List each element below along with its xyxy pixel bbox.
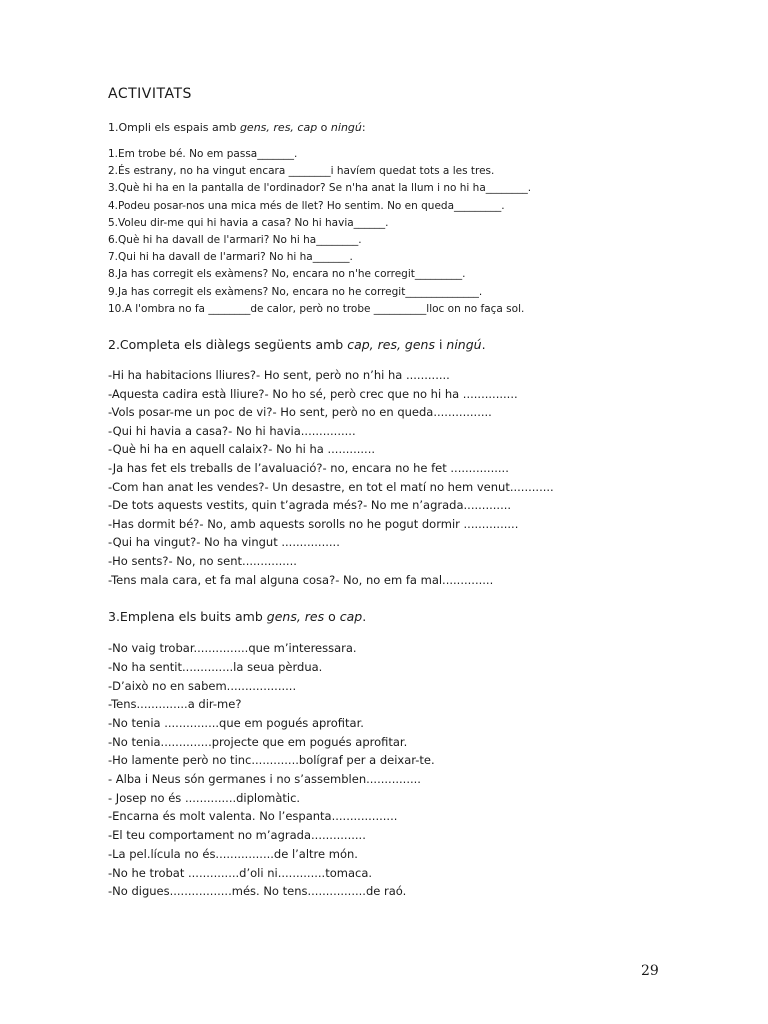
exercise-item: 10.A l'ombra no fa ________de calor, però no trobe __________lloc on no faça sol. xyxy=(108,302,525,315)
dialogue-item: -Com han anat les vendes?- Un desastre, en tot el matí no hem venut............ xyxy=(108,479,554,494)
exercise-item: 3.Què hi ha en la pantalla de l'ordinador? Se n'ha anat la llum i no hi ha________. xyxy=(108,182,532,195)
exercise-item: -Encarna és molt valenta. No l’espanta.................. xyxy=(108,809,398,824)
dialogue-item: -Qui ha vingut?- No ha vingut ................ xyxy=(108,535,340,550)
exercise-1-list xyxy=(108,146,728,318)
exercise-item: -El teu comportament no m’agrada............... xyxy=(108,828,366,843)
instruction-text: 2.Completa els diàlegs següents amb xyxy=(108,337,348,353)
exercise-2-list xyxy=(108,366,728,589)
exercise-2 xyxy=(108,337,728,589)
instruction-text: : xyxy=(361,121,366,134)
exercise-item: 6.Què hi ha davall de l'armari? No hi ha________. xyxy=(108,234,362,247)
exercise-item: -No ha sentit..............la seua pèrdua. xyxy=(108,659,323,674)
instruction-text: . xyxy=(481,337,486,353)
exercise-item: -No digues.................més. No tens................de raó. xyxy=(108,884,407,899)
dialogue-item: -Vols posar-me un poc de vi?- Ho sent, però no en queda................ xyxy=(108,405,492,420)
dialogue-item: -Has dormit bé?- No, amb aquests sorolls no he pogut dormir ............... xyxy=(108,516,519,531)
dialogue-item: -De tots aquests vestits, quin t’agrada més?- No me n’agrada............. xyxy=(108,498,512,513)
dialogue-item: -Ja has fet els treballs de l’avaluació?- no, encara no he fet ................ xyxy=(108,461,509,475)
exercise-item: 7.Qui hi ha davall de l'armari? No hi ha_______. xyxy=(108,251,353,264)
dialogue-item: -Qui hi havia a casa?- No hi havia............... xyxy=(108,423,356,438)
exercise-item: -No tenia..............projecte que em pogués aprofitar. xyxy=(108,734,408,749)
instruction-emphasis: gens, res, cap xyxy=(239,121,318,134)
exercise-item: 5.Voleu dir-me qui hi havia a casa? No hi havia______. xyxy=(108,216,389,229)
exercise-item: - Josep no és ..............diplomàtic. xyxy=(108,790,301,805)
dialogue-item: -Tens mala cara, et fa mal alguna cosa?- No, no em fa mal.............. xyxy=(108,572,494,587)
dialogue-item: -Què hi ha en aquell calaix?- No hi ha ............. xyxy=(108,442,376,457)
exercise-item: 4.Podeu posar-nos una mica més de llet? Ho sentim. No en queda_________. xyxy=(108,199,505,212)
exercise-1 xyxy=(108,121,728,318)
instruction-text: 1.Ompli els espais amb xyxy=(108,121,240,134)
document-page xyxy=(108,86,728,901)
exercise-3 xyxy=(108,609,728,901)
exercise-item: 9.Ja has corregit els exàmens? No, encara no he corregit______________. xyxy=(108,285,483,298)
dialogue-item: -Ho sents?- No, no sent............... xyxy=(108,553,297,568)
instruction-text: 3.Emplena els buits amb xyxy=(108,609,267,625)
instruction-emphasis: ningú xyxy=(330,121,362,134)
instruction-emphasis: cap, res, gens xyxy=(347,337,435,353)
instruction-text: i xyxy=(434,337,447,353)
dialogue-item: -Hi ha habitacions lliures?- Ho sent, però no n’hi ha ............ xyxy=(108,368,450,383)
exercise-item: - Alba i Neus són germanes i no s’assemblen............... xyxy=(108,772,421,787)
exercise-item: -La pel.lícula no és................de l’altre món. xyxy=(108,846,358,861)
exercise-item: 8.Ja has corregit els exàmens? No, encara no n'he corregit_________. xyxy=(108,268,466,281)
exercise-item: -Ho lamente però no tinc.............bolígraf per a deixar-te. xyxy=(108,753,435,768)
instruction-text: . xyxy=(362,609,367,625)
exercise-3-instruction xyxy=(108,609,728,624)
page-number: 29 xyxy=(641,963,659,979)
exercise-item: -No he trobat ..............d’oli ni.............tomaca. xyxy=(108,865,373,880)
exercise-2-instruction xyxy=(108,337,728,352)
dialogue-item: -Aquesta cadira està lliure?- No ho sé, però crec que no hi ha ............... xyxy=(108,386,518,401)
exercise-item: -No tenia ...............que em pogués aprofitar. xyxy=(108,715,364,730)
exercise-item: 2.És estrany, no ha vingut encara ________i havíem quedat tots a les tres. xyxy=(108,165,495,178)
document-title: ACTIVITATS xyxy=(108,86,192,102)
instruction-emphasis: gens, res xyxy=(266,609,325,625)
exercise-3-list xyxy=(108,639,728,901)
instruction-text: o xyxy=(324,609,340,625)
exercise-1-instruction xyxy=(108,121,728,134)
instruction-emphasis: cap xyxy=(339,609,363,625)
instruction-text: o xyxy=(317,121,331,134)
exercise-item: 1.Em trobe bé. No em passa_______. xyxy=(108,148,298,160)
exercise-item: -Tens..............a dir-me? xyxy=(108,697,242,712)
instruction-emphasis: ningú xyxy=(446,337,482,353)
exercise-item: -D’això no en sabem................... xyxy=(108,678,297,693)
exercise-item: -No vaig trobar...............que m’interessara. xyxy=(108,641,357,656)
